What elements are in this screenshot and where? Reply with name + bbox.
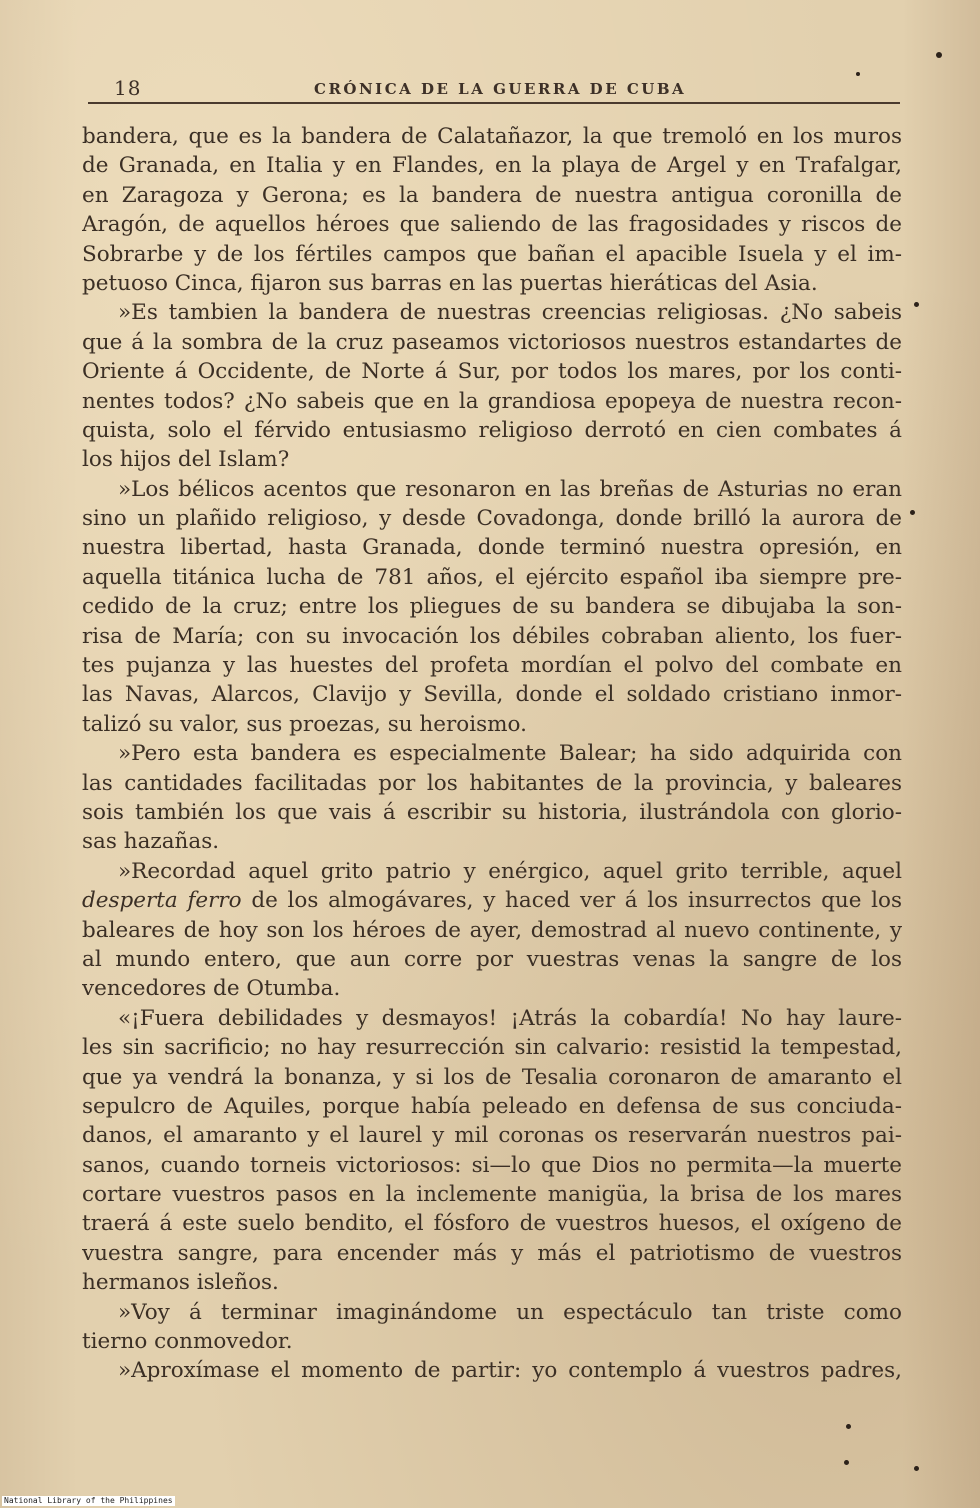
text-line: Oriente á Occidente, de Norte á Sur, por todos los mares, por los conti-	[82, 359, 902, 385]
text-line: »Aproxímase el momento de partir: yo contemplo á vuestros padres,	[118, 1358, 902, 1384]
ink-speck	[936, 52, 942, 58]
text-line: sanos, cuando torneis victoriosos: si—lo que Dios no permita—la muerte	[82, 1152, 902, 1178]
text-line: al mundo entero, que aun corre por vuestras venas la sangre de los	[82, 946, 902, 972]
text-line: »Pero esta bandera es especialmente Balear; ha sido adquirida con	[118, 741, 902, 767]
text-line: Sobrarbe y de los fértiles campos que bañan el apacible Isuela y el im-	[82, 241, 902, 267]
text-line: »Es tambien la bandera de nuestras creencias religiosas. ¿No sabeis	[118, 300, 902, 326]
text-line: hermanos isleños.	[82, 1270, 279, 1296]
ink-speck	[914, 1466, 919, 1471]
text-line: nuestra libertad, hasta Granada, donde terminó nuestra opresión, en	[82, 535, 902, 561]
ink-speck	[910, 510, 915, 515]
footer-credit: National Library of the Philippines	[4, 1496, 173, 1505]
text-line: nentes todos? ¿No sabeis que en la grandiosa epopeya de nuestra recon-	[82, 388, 902, 414]
text-line: Aragón, de aquellos héroes que saliendo de las fragosidades y riscos de	[82, 212, 902, 238]
ink-speck	[914, 302, 919, 307]
text-line: »Recordad aquel grito patrio y enérgico, aquel grito terrible, aquel	[118, 858, 902, 884]
text-line: petuoso Cinca, fijaron sus barras en las puertas hieráticas del Asia.	[82, 270, 818, 296]
text-line: vencedores de Otumba.	[82, 976, 341, 1002]
ink-speck	[844, 1460, 849, 1465]
text-line: risa de María; con su invocación los débiles cobraban aliento, los fuer-	[82, 623, 902, 649]
text-line: sino un plañido religioso, y desde Covadonga, donde brilló la aurora de	[82, 506, 902, 532]
text-line-with-italic	[82, 886, 902, 915]
text-line: traerá á este suelo bendito, el fósforo de vuestros huesos, el oxígeno de	[82, 1211, 902, 1237]
text-line: bandera, que es la bandera de Calatañazor, la que tremoló en los muros	[82, 124, 902, 149]
text-line: los hijos del Islam?	[82, 447, 290, 473]
text-line: en Zaragoza y Gerona; es la bandera de nuestra antigua coronilla de	[82, 182, 902, 208]
text-line: »Los bélicos acentos que resonaron en las breñas de Asturias no eran	[118, 476, 902, 502]
text-line: aquella titánica lucha de 781 años, el ejército español iba siempre pre-	[82, 564, 902, 590]
text-line-rest: de los almogávares, y haced ver á los insurrectos que los	[241, 888, 902, 914]
text-line: quista, solo el férvido entusiasmo religioso derrotó en cien combates á	[82, 417, 902, 443]
text-line: les sin sacrificio; no hay resurrección sin calvario: resistid la tempestad,	[82, 1035, 902, 1061]
page-number: 18	[114, 76, 142, 100]
italic-phrase: desperta ferro	[82, 888, 242, 914]
text-line: tes pujanza y las huestes del profeta mordían el polvo del combate en	[82, 653, 902, 679]
text-line: que á la sombra de la cruz paseamos victoriosos nuestros estandartes de	[82, 329, 902, 355]
text-line: tierno conmovedor.	[82, 1329, 293, 1355]
text-line: »Voy á terminar imaginándome un espectáculo tan triste como	[118, 1299, 902, 1325]
text-line: cortare vuestros pasos en la inclemente manigüa, la brisa de los mares	[82, 1182, 902, 1208]
running-title: CRÓNICA DE LA GUERRA DE CUBA	[314, 80, 687, 98]
page-header	[88, 72, 900, 104]
ink-speck	[856, 72, 860, 76]
header-rule	[88, 102, 900, 104]
text-line: cedido de la cruz; entre los pliegues de su bandera se dibujaba la son-	[82, 594, 902, 620]
text-line: baleares de hoy son los héroes de ayer, demostrad al nuevo continente, y	[82, 917, 902, 943]
text-line: «¡Fuera debilidades y desmayos! ¡Atrás la cobardía! No hay laure-	[118, 1005, 902, 1031]
text-line: sois también los que vais á escribir su historia, ilustrándola con glorio-	[82, 799, 902, 825]
text-line: que ya vendrá la bonanza, y si los de Tesalia coronaron de amaranto el	[82, 1064, 902, 1090]
text-line: sas hazañas.	[82, 829, 220, 855]
text-line: vuestra sangre, para encender más y más el patriotismo de vuestros	[82, 1240, 902, 1266]
text-line: danos, el amaranto y el laurel y mil coronas os reservarán nuestros pai-	[82, 1123, 902, 1149]
text-line: sepulcro de Aquiles, porque había peleado en defensa de sus conciuda-	[82, 1093, 902, 1119]
text-line: las cantidades facilitadas por los habitantes de la provincia, y baleares	[82, 770, 902, 796]
text-line: de Granada, en Italia y en Flandes, en la playa de Argel y en Trafalgar,	[82, 153, 902, 179]
text-line: las Navas, Alarcos, Clavijo y Sevilla, donde el soldado cristiano inmor-	[82, 682, 902, 708]
body-text	[82, 122, 902, 1386]
ink-speck	[846, 1424, 851, 1429]
text-line: talizó su valor, sus proezas, su heroismo.	[82, 711, 527, 737]
